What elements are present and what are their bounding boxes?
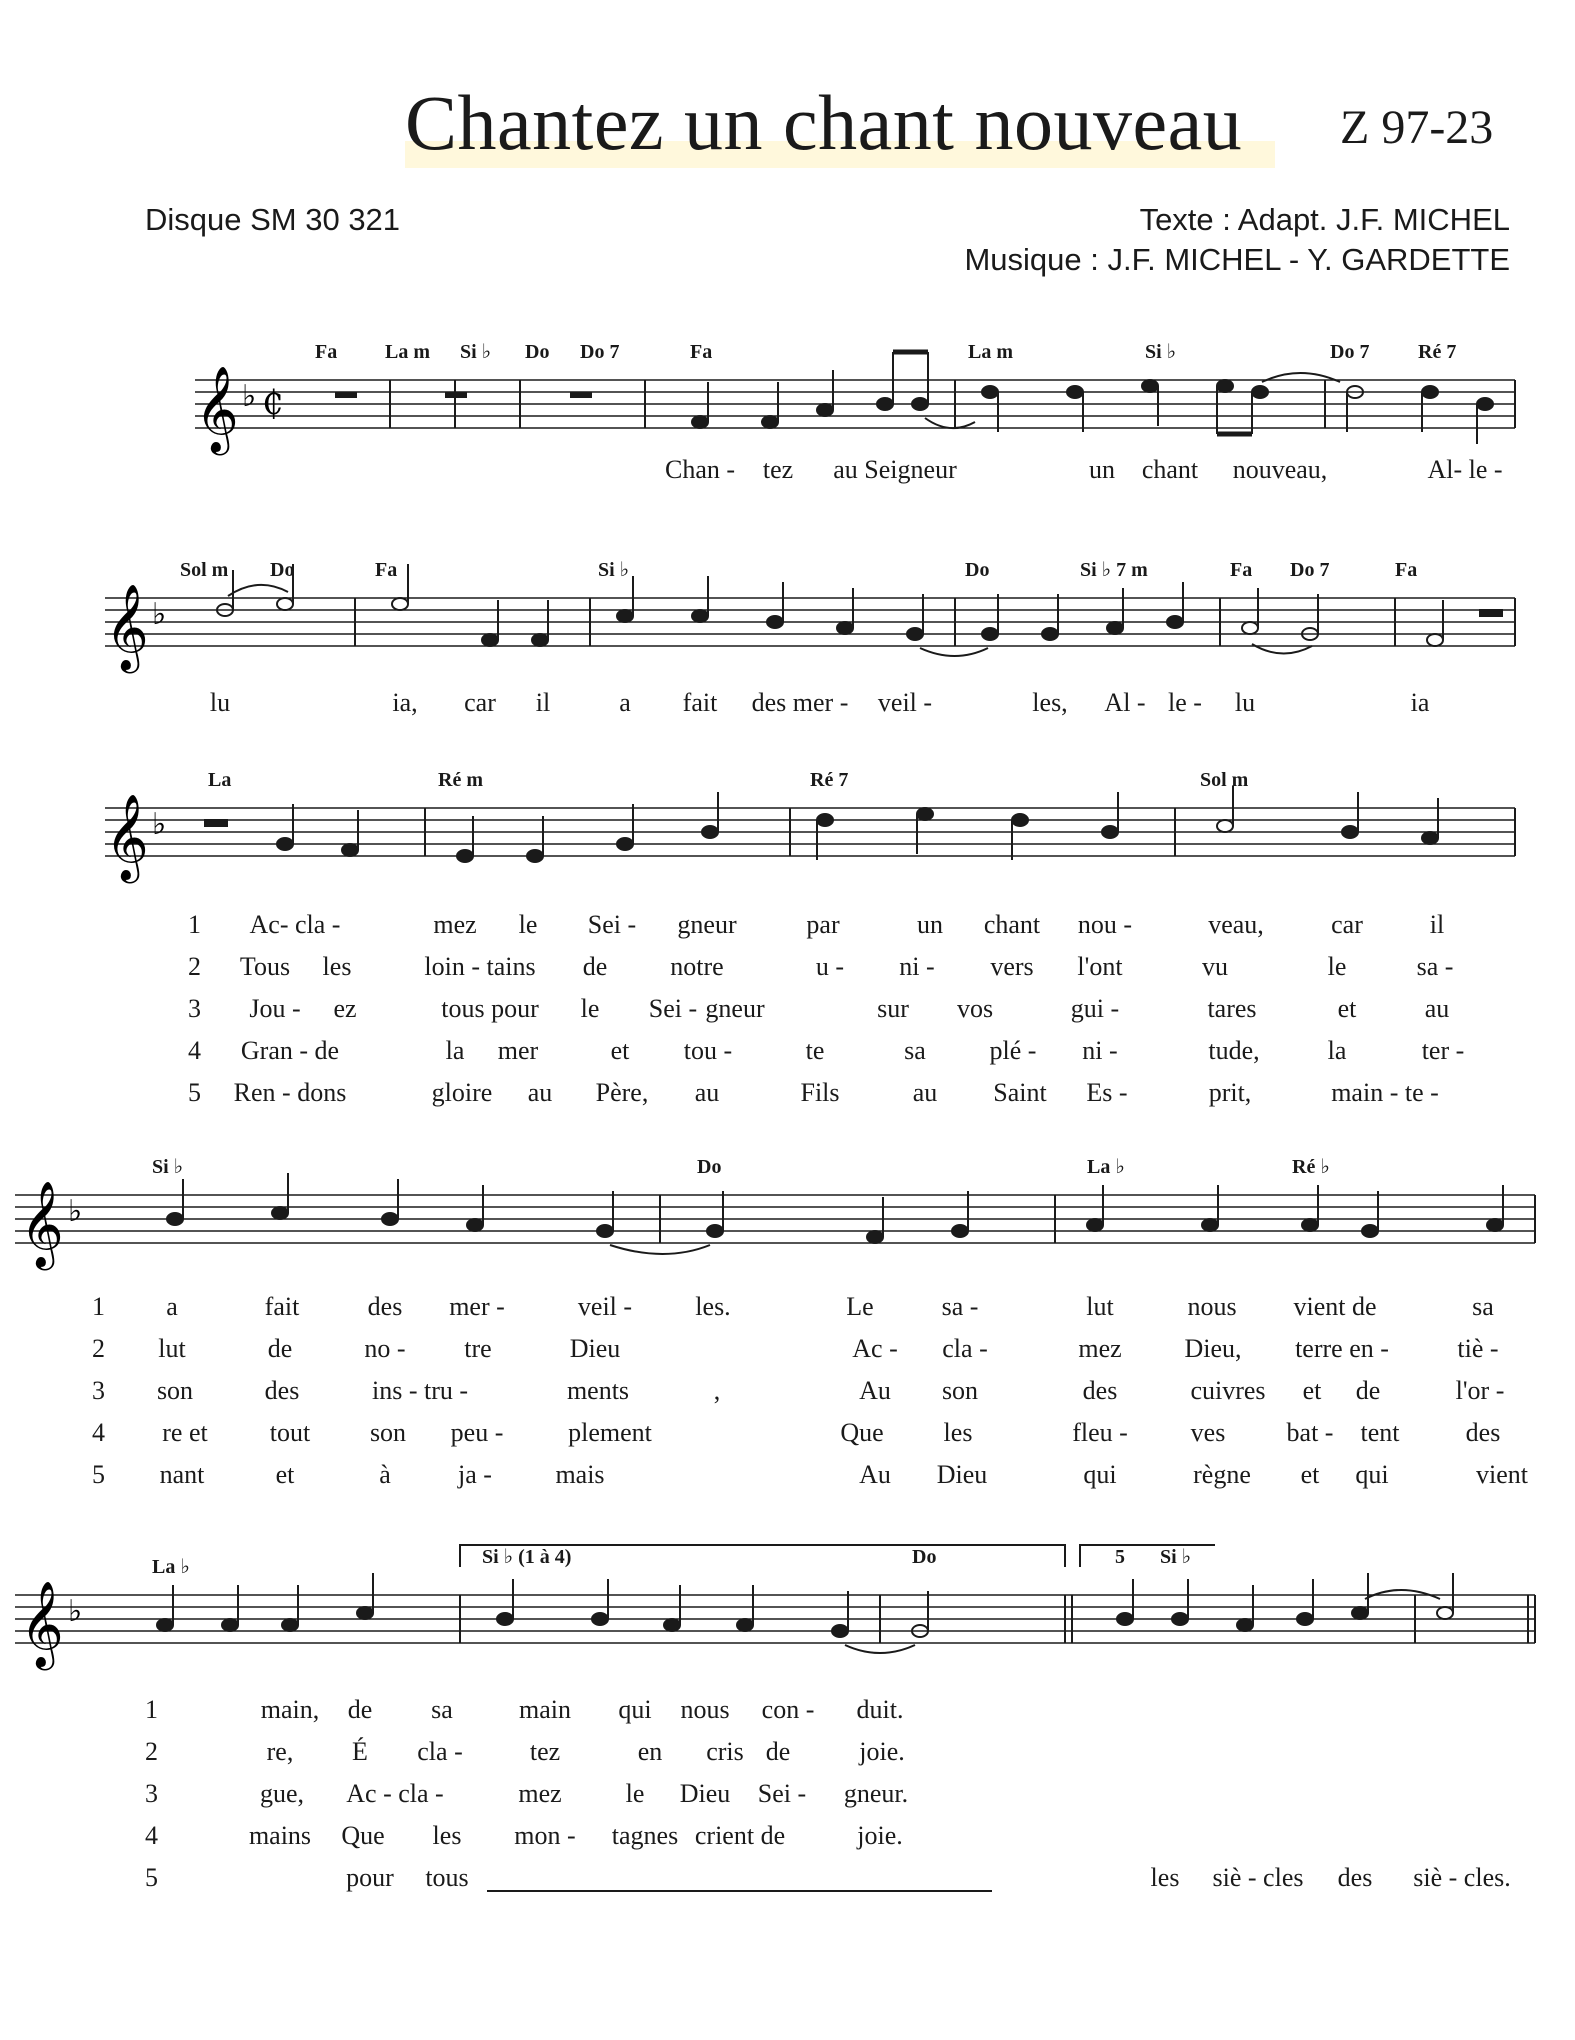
lyric-syllable: mer - <box>449 1292 505 1321</box>
chord-symbol: Do 7 <box>1330 341 1370 363</box>
lyric-syllable: des <box>1337 1863 1373 1892</box>
verse-number: 1 <box>188 910 201 939</box>
chord-symbols <box>180 559 1417 581</box>
chord-symbol: Do 7 <box>1290 559 1330 581</box>
lyric-syllable: ia, <box>392 688 418 717</box>
chord-symbol: La <box>208 769 232 791</box>
lyric-syllable: Al - <box>1104 688 1146 717</box>
chord-symbol: Ré 7 <box>1418 341 1457 363</box>
lyric-syllable: Ac - <box>852 1334 898 1363</box>
chord-symbol: La m <box>968 341 1013 363</box>
lyric-syllable: siè - cles. <box>1413 1863 1511 1892</box>
lyric-syllable: mez <box>1078 1334 1122 1363</box>
lyric-syllable: de <box>347 1695 373 1724</box>
lyric-syllable: Chan - <box>664 455 736 484</box>
lyric-syllable: l'ont <box>1077 952 1123 981</box>
lyric-syllable: des <box>367 1292 403 1321</box>
ties <box>610 1245 710 1254</box>
staff-system-3 <box>0 758 1575 898</box>
lyric-syllable: et <box>610 1036 630 1065</box>
lyric-syllable: tout <box>269 1418 311 1447</box>
chord-symbol: Fa <box>315 341 338 363</box>
treble-clef-icon: 𝄞 <box>195 366 239 452</box>
lyric-syllable: gue, <box>259 1779 305 1808</box>
lyric-syllable: qui <box>1355 1460 1389 1489</box>
lyric-syllable: main, <box>260 1695 320 1724</box>
lyric-syllable: sa <box>1472 1292 1494 1321</box>
lyric-syllable: sa <box>431 1695 453 1724</box>
lyric-syllable: nou - <box>1077 910 1133 939</box>
lyric-syllable: nant <box>159 1460 205 1489</box>
lyric-syllable: lut <box>158 1334 186 1363</box>
verse-number: 2 <box>145 1737 158 1766</box>
lyric-syllable: plé - <box>989 1036 1037 1065</box>
lyric-syllable: cris <box>706 1737 744 1766</box>
lyric-syllable: fleu - <box>1072 1418 1128 1447</box>
lyric-syllable: pour <box>346 1863 394 1892</box>
chord-symbol: Si ♭ <box>1145 341 1177 363</box>
lyric-syllable: car <box>464 688 496 717</box>
lyric-syllable: Tous <box>239 952 291 981</box>
treble-clef-icon: 𝄞 <box>20 1581 64 1667</box>
verse-number: 5 <box>188 1078 201 1107</box>
notes <box>157 1573 1453 1637</box>
chord-symbols <box>152 1546 1191 1578</box>
staff-system-1 <box>0 330 1575 470</box>
lyric-syllable: les. <box>695 1292 731 1321</box>
lyric-syllable: il <box>535 688 551 717</box>
lyric-syllable: mez <box>518 1779 562 1808</box>
lyric-syllable: et <box>1302 1376 1322 1405</box>
lyric-syllable: Gran - de <box>240 1036 340 1065</box>
lyric-syllable: tous pour <box>441 994 539 1023</box>
treble-clef-icon: 𝄞 <box>105 584 149 670</box>
lyric-syllable: au <box>527 1078 553 1107</box>
lyric-syllable: Es - <box>1086 1078 1128 1107</box>
lyric-syllable: Fils <box>800 1078 840 1107</box>
lyric-syllable: tiè - <box>1457 1334 1499 1363</box>
music-credit: Musique : J.F. MICHEL - Y. GARDETTE <box>964 242 1510 277</box>
lyric-syllable: le <box>625 1779 645 1808</box>
chord-symbol: La m <box>385 341 430 363</box>
lyric-syllable: Au <box>859 1460 891 1489</box>
notes <box>167 1173 1503 1243</box>
chord-symbol: Ré 7 <box>810 769 849 791</box>
text-credit: Texte : Adapt. J.F. MICHEL <box>1139 202 1510 237</box>
lyric-syllable: a <box>619 688 631 717</box>
lyric-syllable: ves <box>1190 1418 1226 1447</box>
lyric-syllable: Au <box>859 1376 891 1405</box>
chord-symbol: Si ♭ <box>1160 1546 1192 1568</box>
chord-symbol: Si ♭ <box>152 1156 184 1178</box>
lyric-syllable: veil - <box>577 1292 633 1321</box>
lyric-syllable: nouveau, <box>1232 455 1328 484</box>
verse-number: 3 <box>92 1376 105 1405</box>
lyric-syllable: les, <box>1032 688 1068 717</box>
lyric-syllable: gloire <box>431 1078 493 1107</box>
chord-symbol: Do <box>965 559 990 581</box>
lyric-syllable: nous <box>680 1695 730 1724</box>
lyric-syllable: gneur. <box>843 1779 909 1808</box>
lyric-syllable: Al- le - <box>1427 455 1503 484</box>
lyric-syllable: qui <box>618 1695 652 1724</box>
chord-symbol: Do 7 <box>580 341 620 363</box>
lyric-syllable: vers <box>990 952 1034 981</box>
verse-number: 2 <box>188 952 201 981</box>
lyric-syllable: Ac- cla - <box>249 910 341 939</box>
lyric-syllable: no - <box>364 1334 406 1363</box>
lyric-syllable: la <box>445 1036 465 1065</box>
lyric-syllable: les <box>1150 1863 1180 1892</box>
lyric-syllable: veil - <box>877 688 933 717</box>
lyric-syllable: tent <box>1360 1418 1400 1447</box>
lyric-syllable: car <box>1331 910 1363 939</box>
verse-number: 3 <box>188 994 201 1023</box>
lyric-syllable: ja - <box>458 1460 492 1489</box>
lyric-syllable: Jou - <box>249 994 301 1023</box>
chord-symbol: Do <box>525 341 550 363</box>
chord-symbol: Fa <box>690 341 713 363</box>
lyric-syllable: fait <box>264 1292 300 1321</box>
lyric-syllable: cla - <box>417 1737 463 1766</box>
lyric-syllable: le <box>518 910 538 939</box>
chord-symbol: Fa <box>1395 559 1418 581</box>
verse-number: 2 <box>92 1334 105 1363</box>
treble-clef-icon: 𝄞 <box>20 1181 64 1267</box>
chord-symbol: La ♭ <box>152 1556 190 1578</box>
page-title: Chantez un chant nouveau <box>405 78 1275 168</box>
lyric-syllable: tous <box>425 1863 469 1892</box>
verse-number: 5 <box>92 1460 105 1489</box>
lyric-syllable: le <box>1327 952 1347 981</box>
lyric-syllable: cuivres <box>1190 1376 1266 1405</box>
lyric-syllable: veau, <box>1208 910 1264 939</box>
notes <box>692 352 1493 444</box>
chord-symbol: Do <box>270 559 295 581</box>
lyric-syllable: Père, <box>595 1078 649 1107</box>
verse-number: 1 <box>145 1695 158 1724</box>
lyric-syllable: terre en - <box>1295 1334 1389 1363</box>
disc-reference: Disque SM 30 321 <box>145 202 401 237</box>
lyric-syllable: et <box>1337 994 1357 1023</box>
lyric-syllable: sur <box>877 994 909 1023</box>
lyric-syllable: sa <box>904 1036 926 1065</box>
lyric-syllable: , <box>713 1376 721 1405</box>
lyric-syllable: mez <box>433 910 477 939</box>
lyric-syllable: mer <box>497 1036 539 1065</box>
lyric-syllable: ins - tru - <box>371 1376 469 1405</box>
lyric-syllable: main - te - <box>1331 1078 1439 1107</box>
lyric-syllable: un <box>1089 455 1115 484</box>
chord-symbol: Ré ♭ <box>1292 1156 1330 1178</box>
lyric-syllable: Le <box>846 1292 874 1321</box>
lyric-syllable: Que <box>840 1418 884 1447</box>
lyric-syllable: tares <box>1207 994 1257 1023</box>
lyric-syllable: prit, <box>1208 1078 1252 1107</box>
chord-symbol: Si ♭ <box>460 341 492 363</box>
lyric-syllable: à <box>379 1460 391 1489</box>
lyric-syllable: les <box>943 1418 973 1447</box>
flat-key-icon: ♭ <box>152 597 167 632</box>
lyric-syllable: de <box>765 1737 791 1766</box>
flat-key-icon: ♭ <box>68 1594 83 1629</box>
lyric-syllable: Sei - <box>648 994 698 1023</box>
flat-key-icon: ♭ <box>68 1194 83 1229</box>
notes <box>205 786 1438 862</box>
lyric-syllable: lut <box>1086 1292 1114 1321</box>
lyric-syllable: de <box>1355 1376 1381 1405</box>
lyric-syllable: Dieu, <box>1184 1334 1242 1363</box>
staff-lines <box>105 808 1515 856</box>
lyric-syllable: au <box>1424 994 1450 1023</box>
lyric-syllable: gui - <box>1070 994 1120 1023</box>
lyric-syllable: tou - <box>683 1036 733 1065</box>
flat-key-icon: ♭ <box>152 807 167 842</box>
verse-number: 5 <box>145 1863 158 1892</box>
lyric-syllable: main <box>519 1695 571 1724</box>
lyric-syllable: de <box>267 1334 293 1363</box>
lyric-syllable: plement <box>568 1418 652 1447</box>
lyric-syllable: gneur <box>677 910 737 939</box>
chord-symbol: 5 <box>1115 1546 1125 1568</box>
lyric-syllable: Dieu <box>569 1334 621 1363</box>
lyric-syllable: le <box>580 994 600 1023</box>
chord-symbol: Si ♭ 7 m <box>1080 559 1148 581</box>
lyric-syllable: Que <box>341 1821 385 1850</box>
lyric-syllable: des <box>1465 1418 1501 1447</box>
lyric-syllable: ni - <box>899 952 935 981</box>
lyric-syllable: peu - <box>450 1418 504 1447</box>
lyric-syllable: tagnes <box>611 1821 679 1850</box>
lyric-syllable: et <box>275 1460 295 1489</box>
ties <box>925 373 1340 428</box>
lyric-syllable: chant <box>1141 455 1199 484</box>
lyric-syllable: re, <box>266 1737 294 1766</box>
staff-system-2 <box>0 548 1575 688</box>
chord-symbol: Do <box>912 1546 937 1568</box>
staff-lines <box>195 380 1515 428</box>
chord-symbol: La ♭ <box>1087 1156 1125 1178</box>
verse-number: 4 <box>188 1036 201 1065</box>
lyric-syllable: notre <box>670 952 724 981</box>
chord-symbol: Sol m <box>180 559 229 581</box>
lyric-syllable: vos <box>956 994 994 1023</box>
chord-symbol: Do <box>697 1156 722 1178</box>
lyric-syllable: Dieu <box>679 1779 731 1808</box>
lyric-syllable: son <box>941 1376 979 1405</box>
rests <box>335 392 592 398</box>
lyric-syllable: ni - <box>1082 1036 1118 1065</box>
lyric-syllable: ia <box>1410 688 1430 717</box>
lyric-syllable: au Seigneur <box>833 455 957 484</box>
lyric-syllable: l'or - <box>1455 1376 1505 1405</box>
lyric-syllable: joie. <box>857 1821 903 1850</box>
lyric-syllable: nous <box>1187 1292 1237 1321</box>
lyric-syllable: vient de <box>1293 1292 1377 1321</box>
lyric-syllable: crient de <box>694 1821 786 1850</box>
lyric-syllable: siè - cles <box>1212 1863 1304 1892</box>
lyric-syllable: re et <box>162 1418 208 1447</box>
lyric-syllable: u - <box>815 952 845 981</box>
staff-system-5 <box>0 1545 1575 1685</box>
chord-symbol: Fa <box>1230 559 1253 581</box>
lyric-syllable: ter - <box>1421 1036 1465 1065</box>
lyric-syllable: te <box>805 1036 825 1065</box>
lyric-syllable: son <box>156 1376 194 1405</box>
lyric-syllable: sa - <box>1416 952 1454 981</box>
lyric-syllable: sa - <box>941 1292 979 1321</box>
melisma-line <box>487 1890 992 1892</box>
lyric-syllable: fait <box>682 688 718 717</box>
cut-time-icon: ₵ <box>262 383 284 423</box>
chord-symbol: Si ♭ <box>598 559 630 581</box>
lyric-syllable: des mer - <box>751 688 849 717</box>
lyric-syllable: tre <box>464 1334 492 1363</box>
lyric-syllable: joie. <box>859 1737 905 1766</box>
lyric-syllable: des <box>264 1376 300 1405</box>
lyric-syllable: lu <box>1234 688 1256 717</box>
lyric-syllable: con - <box>761 1695 815 1724</box>
lyric-syllable: Sei - <box>587 910 637 939</box>
lyric-syllable: en <box>637 1737 663 1766</box>
lyric-syllable: un <box>917 910 943 939</box>
lyric-syllable: par <box>806 910 840 939</box>
lyric-syllable: Dieu <box>936 1460 988 1489</box>
chord-symbols <box>152 1156 1330 1178</box>
lyric-syllable: lu <box>209 688 231 717</box>
lyric-syllable: ments <box>566 1376 630 1405</box>
lyric-syllable: tez <box>762 455 794 484</box>
lyric-syllable: mais <box>555 1460 605 1489</box>
chord-symbol: Fa <box>375 559 398 581</box>
lyric-syllable: la <box>1327 1036 1347 1065</box>
lyric-syllable: Saint <box>993 1078 1047 1107</box>
chord-symbol: Ré m <box>438 769 483 791</box>
lyric-syllable: des <box>1082 1376 1118 1405</box>
lyric-syllable: a <box>166 1292 178 1321</box>
lyric-syllable: Ren - dons <box>233 1078 347 1107</box>
lyric-syllable: il <box>1429 910 1445 939</box>
lyric-syllable: loin - tains <box>424 952 536 981</box>
chord-symbols <box>315 341 1456 363</box>
lyric-syllable: Sei - <box>757 1779 807 1808</box>
verse-number: 4 <box>92 1418 105 1447</box>
song-code: Z 97-23 <box>1340 101 1494 154</box>
flat-key-icon: ♭ <box>242 379 257 414</box>
chord-symbol: Si ♭ (1 à 4) <box>482 1546 572 1568</box>
treble-clef-icon: 𝄞 <box>105 794 149 880</box>
lyric-syllable: les <box>322 952 352 981</box>
lyric-syllable: bat - <box>1286 1418 1334 1447</box>
lyric-syllable: au <box>694 1078 720 1107</box>
lyric-syllable: duit. <box>856 1695 904 1724</box>
lyric-syllable: Ac - cla - <box>346 1779 444 1808</box>
staff-system-4 <box>0 1145 1575 1285</box>
verse-number: 3 <box>145 1779 158 1808</box>
volta-brackets <box>460 1545 1215 1567</box>
lyric-syllable: au <box>912 1078 938 1107</box>
chord-symbol: Sol m <box>1200 769 1249 791</box>
lyric-syllable: cla - <box>942 1334 988 1363</box>
lyric-syllable: qui <box>1083 1460 1117 1489</box>
lyric-syllable: tude, <box>1208 1036 1260 1065</box>
lyric-syllable: chant <box>983 910 1041 939</box>
lyric-syllable: son <box>369 1418 407 1447</box>
verse-number: 1 <box>92 1292 105 1321</box>
lyric-syllable: vient <box>1476 1460 1528 1489</box>
lyric-syllable: le - <box>1168 688 1202 717</box>
lyric-syllable: gneur <box>705 994 765 1023</box>
lyric-syllable: règne <box>1193 1460 1251 1489</box>
lyric-syllable: mon - <box>514 1821 576 1850</box>
lyric-syllable: É <box>352 1737 368 1766</box>
lyric-syllable: tez <box>529 1737 561 1766</box>
chord-symbols <box>208 769 1249 791</box>
lyric-syllable: et <box>1300 1460 1320 1489</box>
verse-number: 4 <box>145 1821 158 1850</box>
lyric-syllable: vu <box>1202 952 1228 981</box>
lyric-syllable: les <box>432 1821 462 1850</box>
lyric-syllable: mains <box>248 1821 312 1850</box>
lyric-syllable: de <box>582 952 608 981</box>
lyric-syllable: ez <box>333 994 357 1023</box>
